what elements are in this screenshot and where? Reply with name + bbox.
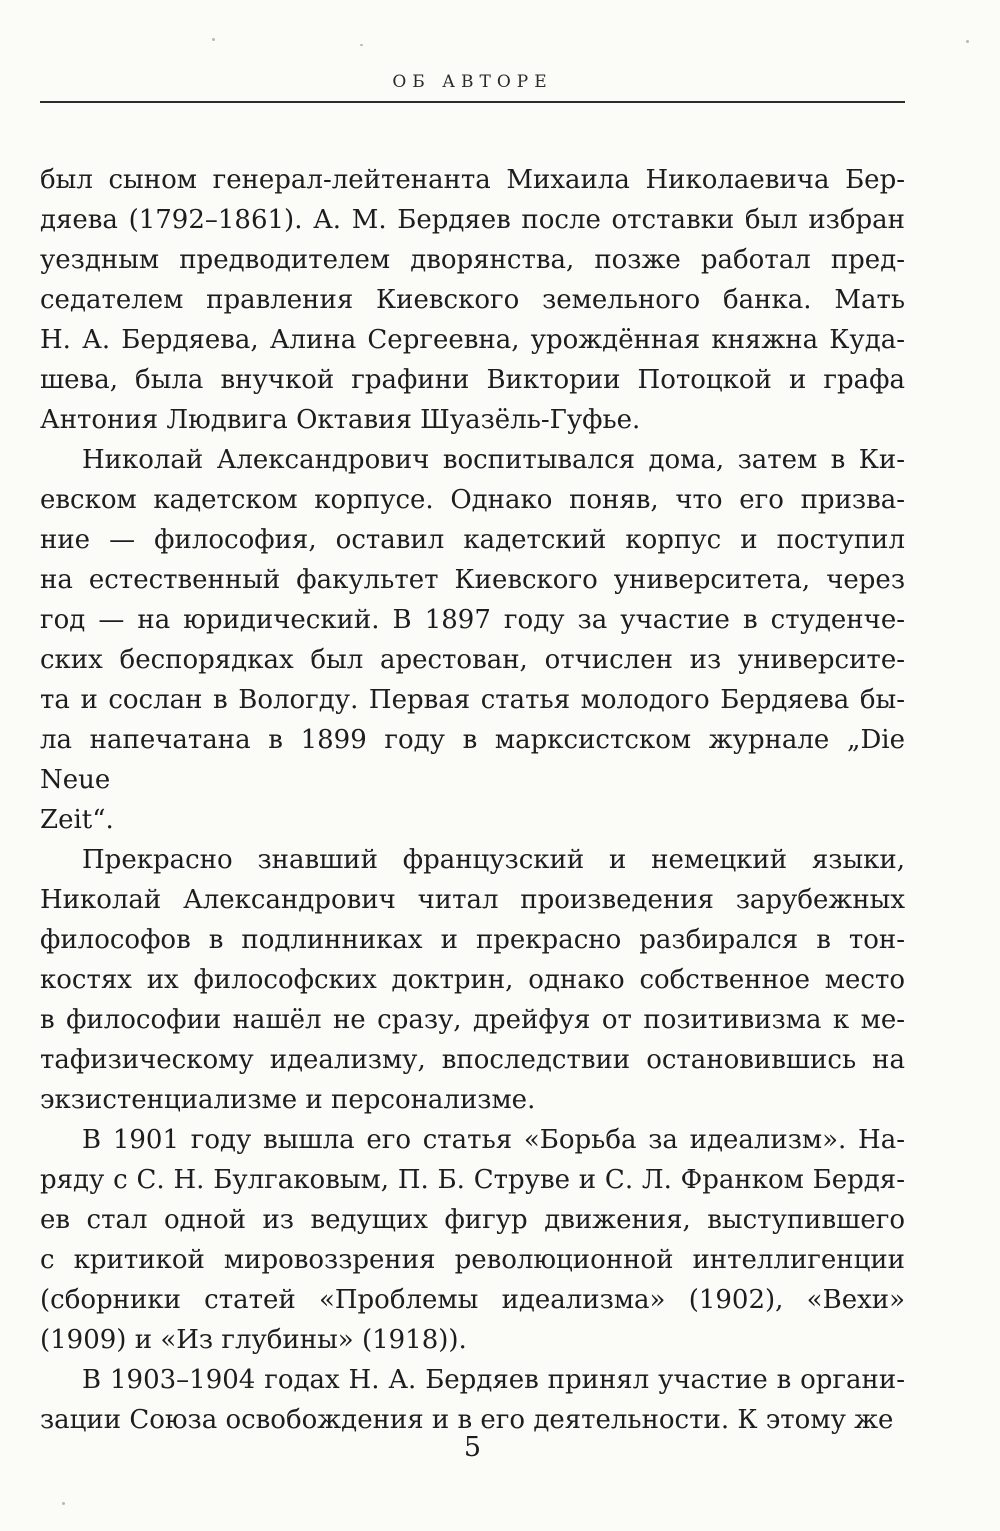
text-line: был сыном генерал-лейтенанта Михаила Николаевича Бер- (40, 165, 905, 195)
text-line: зации Союза освобождения и в его деятельности. К этому же (40, 1405, 894, 1435)
scan-speck (966, 40, 969, 43)
scan-speck (360, 44, 363, 46)
paragraph (40, 840, 905, 1120)
text-line: костях их философских доктрин, однако собственное место (40, 965, 905, 995)
text-line: седателем правления Киевского земельного банка. Мать (40, 285, 905, 315)
text-line: тафизическому идеализму, впоследствии остановившись на (40, 1045, 905, 1075)
text-line: Zeit“. (40, 805, 114, 835)
scan-speck (62, 1502, 65, 1505)
text-line: дяева (1792–1861). А. М. Бердяев после отставки был избран (40, 205, 905, 235)
text-line: евском кадетском корпусе. Однако поняв, что его призва- (40, 485, 905, 515)
text-line: с критикой мировоззрения революционной интеллигенции (40, 1245, 905, 1275)
page-number: 5 (463, 1432, 482, 1463)
scan-speck (212, 38, 215, 41)
text-line: та и сослан в Вологду. Первая статья молодого Бердяева бы- (40, 685, 905, 715)
text-line: философов в подлинниках и прекрасно разбирался в тон- (40, 925, 905, 955)
text-line: ние — философия, оставил кадетский корпус и поступил (40, 525, 905, 555)
text-line: ских беспорядках был арестован, отчислен из университе- (40, 645, 905, 675)
text-line: экзистенциализме и персонализме. (40, 1085, 536, 1115)
text-line: ла напечатана в 1899 году в марксистском журнале „Die Neue (40, 725, 905, 795)
paragraph (40, 1120, 905, 1360)
text-line: в философии нашёл не сразу, дрейфуя от позитивизма к ме- (40, 1005, 905, 1035)
running-head (40, 72, 905, 103)
body-text (40, 160, 905, 1440)
text-line: шева, была внучкой графини Виктории Потоцкой и графа (40, 365, 905, 395)
paragraph (40, 1360, 905, 1440)
text-line: уездным предводителем дворянства, позже работал пред- (40, 245, 905, 275)
text-line: Прекрасно знавший французский и немецкий языки, (82, 845, 905, 875)
page-header-title: ОБ АВТОРЕ (392, 72, 553, 92)
text-line: Антония Людвига Октавия Шуазёль-Гуфье. (40, 405, 641, 435)
text-line: ев стал одной из ведущих фигур движения, выступившего (40, 1205, 905, 1235)
paragraph (40, 440, 905, 840)
text-line: (сборники статей «Проблемы идеализма» (1902), «Вехи» (40, 1285, 905, 1315)
text-line: (1909) и «Из глубины» (1918)). (40, 1325, 467, 1355)
text-line: Н. А. Бердяева, Алина Сергеевна, урождённая княжна Куда- (40, 325, 905, 355)
text-line: на естественный факультет Киевского университета, через (40, 565, 905, 595)
text-line: В 1903–1904 годах Н. А. Бердяев принял участие в органи- (82, 1365, 905, 1395)
text-line: В 1901 году вышла его статья «Борьба за идеализм». На- (82, 1125, 905, 1155)
text-line: Николай Александрович воспитывался дома, затем в Ки- (82, 445, 905, 475)
paragraph (40, 160, 905, 440)
text-line: ряду с С. Н. Булгаковым, П. Б. Струве и С. Л. Франком Бердя- (40, 1165, 905, 1195)
text-line: год — на юридический. В 1897 году за участие в студенче- (40, 605, 905, 635)
text-line: Николай Александрович читал произведения зарубежных (40, 885, 905, 915)
header-rule (40, 101, 905, 103)
